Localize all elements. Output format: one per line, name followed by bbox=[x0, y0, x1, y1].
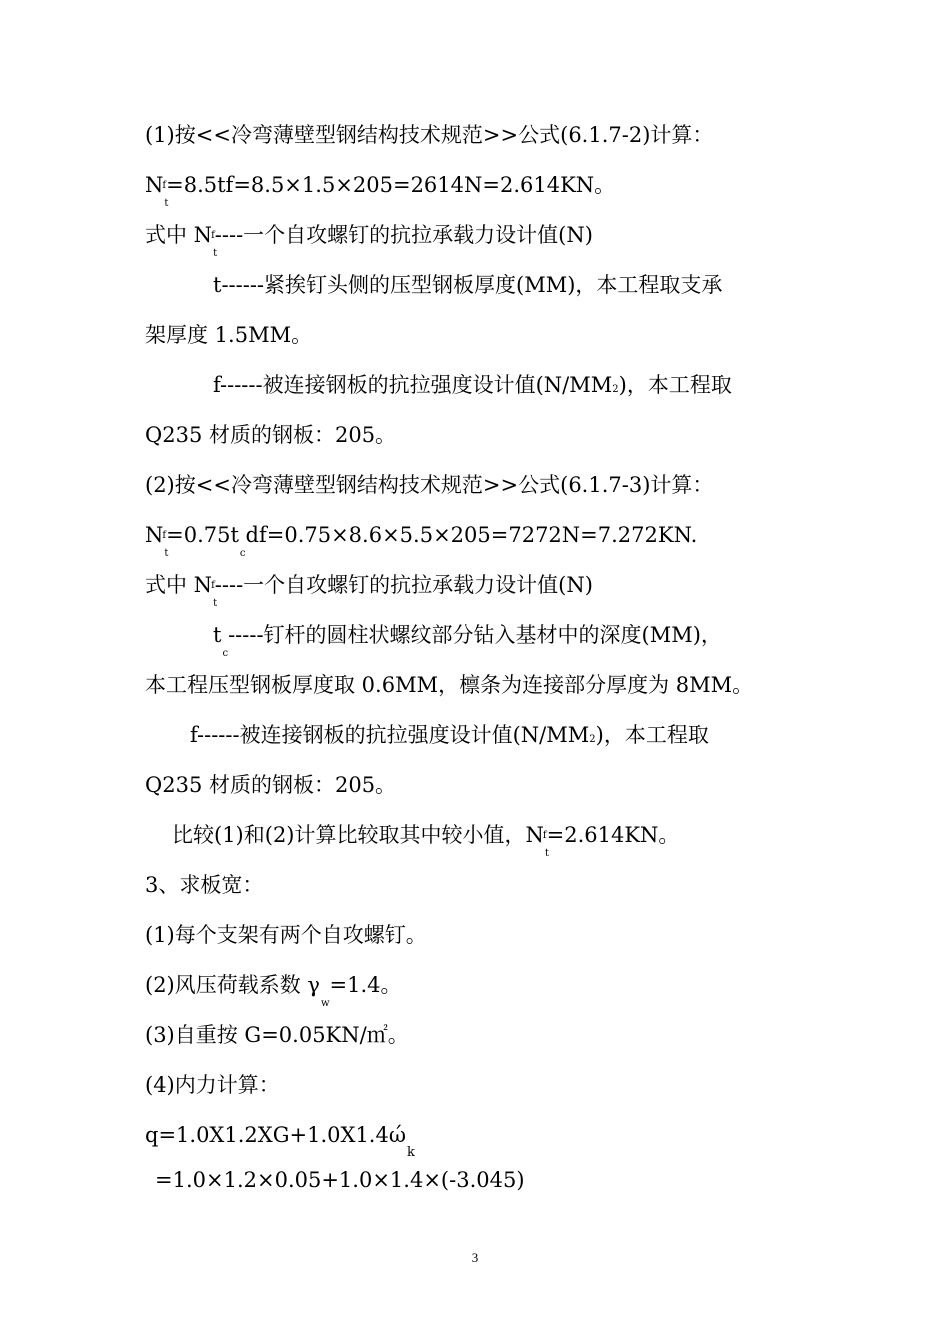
subscript-k: k bbox=[406, 1145, 415, 1160]
text-line-9 bbox=[145, 520, 698, 559]
text-line-6 bbox=[213, 370, 732, 405]
line-text: f------被连接钢板的抗拉强度设计值(N/MM bbox=[213, 373, 613, 397]
line-text: -----钉杆的圆柱状螺纹部分钻入基材中的深度(MM)， bbox=[228, 623, 722, 647]
line-text: (4)内力计算： bbox=[145, 1073, 280, 1097]
line-text: (1)每个支架有两个自攻螺钉。 bbox=[145, 923, 427, 947]
text-line-19 bbox=[145, 1020, 409, 1050]
line-text: 比较(1)和(2)计算比较取其中较小值，N bbox=[172, 823, 544, 847]
text-line-13 bbox=[190, 720, 709, 755]
text-line-18 bbox=[145, 970, 402, 1009]
line-text: 式中 N bbox=[145, 223, 213, 247]
page-number: 3 bbox=[471, 1250, 479, 1265]
line-text: )，本工程取 bbox=[595, 723, 709, 747]
text-line-4 bbox=[213, 270, 722, 300]
line-text: t------紧挨钉头侧的压型钢板厚度(MM)，本工程取支承 bbox=[213, 273, 723, 297]
text-line-22 bbox=[155, 1165, 525, 1195]
line-text: (3)自重按 G=0.05KN/㎡。 bbox=[145, 1023, 409, 1047]
subscript-t: t bbox=[213, 248, 218, 259]
formula-text: =1.0×1.2×0.05+1.0×1.4×(-3.045) bbox=[155, 1168, 525, 1192]
superscript-f: f bbox=[211, 580, 215, 591]
subscript-w: w bbox=[320, 998, 330, 1009]
section-heading: 3、求板宽： bbox=[145, 873, 264, 897]
text-line-5 bbox=[145, 320, 312, 350]
superscript-f: f bbox=[162, 180, 167, 191]
subscript-t: t bbox=[213, 598, 218, 609]
formula-text: =8.5tf=8.5×1.5×205=2614N=2.614KN。 bbox=[166, 173, 616, 197]
line-text: f------被连接钢板的抗拉强度设计值(N/MM bbox=[190, 723, 590, 747]
text-line-14 bbox=[145, 770, 396, 800]
text-line-12 bbox=[145, 670, 753, 700]
line-text: Q235 材质的钢板：205。 bbox=[145, 773, 397, 797]
subscript-c: c bbox=[239, 548, 246, 559]
line-text: 本工程压型钢板厚度取 0.6MM，檩条为连接部分厚度为 8MM。 bbox=[145, 673, 754, 697]
text-line-2 bbox=[145, 170, 616, 209]
line-text: ----一个自攻螺钉的抗拉承载力设计值(N) bbox=[214, 573, 593, 597]
line-text: (1)按<<冷弯薄壁型钢结构技术规范>>公式(6.1.7-2)计算： bbox=[145, 123, 714, 147]
text-line-16 bbox=[145, 870, 263, 900]
text-line-11 bbox=[213, 620, 722, 659]
line-text: =1.4。 bbox=[329, 973, 402, 997]
subscript-c: c bbox=[222, 648, 229, 659]
text-line-15 bbox=[172, 820, 680, 859]
line-text: =2.614KN。 bbox=[546, 823, 680, 847]
subscript-t: t bbox=[164, 548, 169, 559]
formula-text: df=0.75×8.6×5.5×205=7272N=7.272KN. bbox=[245, 523, 698, 547]
formula-text: q=1.0X1.2XG+1.0X1.4ώ bbox=[145, 1123, 406, 1147]
subscript-t: t bbox=[544, 848, 549, 859]
line-text: (2)按<<冷弯薄壁型钢结构技术规范>>公式(6.1.7-3)计算： bbox=[145, 473, 714, 497]
text-line-17 bbox=[145, 920, 427, 950]
superscript-2: 2 bbox=[589, 734, 596, 745]
text-line-3 bbox=[145, 220, 593, 259]
formula-text: =0.75t bbox=[166, 523, 239, 547]
symbol-t: t bbox=[213, 623, 222, 647]
line-text: Q235 材质的钢板：205。 bbox=[145, 423, 397, 447]
subscript-t: t bbox=[164, 198, 169, 209]
text-line-1 bbox=[145, 120, 713, 150]
symbol-N: N bbox=[145, 523, 164, 547]
text-line-7 bbox=[145, 420, 396, 450]
superscript-f: f bbox=[542, 830, 547, 841]
line-text: ----一个自攻螺钉的抗拉承载力设计值(N) bbox=[214, 223, 593, 247]
symbol-N: N bbox=[145, 173, 164, 197]
line-text: 架厚度 1.5MM。 bbox=[145, 323, 313, 347]
text-line-8 bbox=[145, 470, 713, 500]
superscript-f: f bbox=[162, 530, 167, 541]
line-text: 式中 N bbox=[145, 573, 213, 597]
superscript-2: 2 bbox=[612, 384, 619, 395]
text-line-20 bbox=[145, 1070, 280, 1100]
line-text: )，本工程取 bbox=[618, 373, 732, 397]
text-line-10 bbox=[145, 570, 593, 609]
text-line-21 bbox=[145, 1120, 415, 1160]
line-text: (2)风压荷载系数 γ bbox=[145, 973, 320, 997]
superscript-f: f bbox=[211, 230, 215, 241]
